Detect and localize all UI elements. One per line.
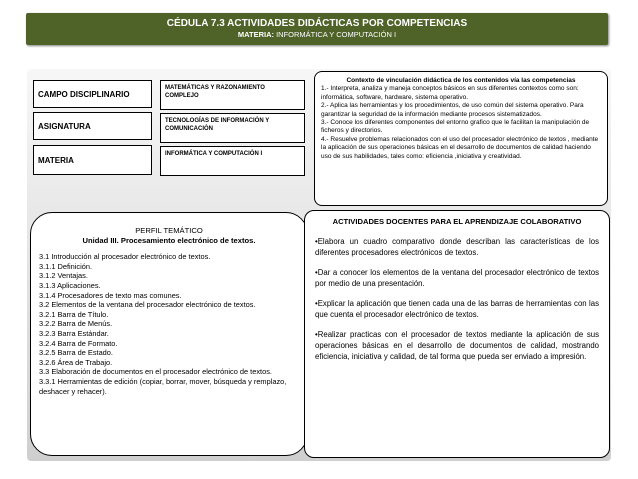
context-item: 1.- Interpreta, analiza y maneja conceptos básicos en sus diferentes contextos como son: informática, software, hardware, sistema operativo. [321,85,579,101]
perfil-subtitle: Unidad III. Procesamiento electrónico de textos. [82,235,256,245]
context-box [314,71,608,206]
context-title: Contexto de vinculación didáctica de los contenidos vía las competencias [346,77,576,84]
perfil-title: PERFIL TEMÁTICO [135,226,203,235]
asignatura-value: TECNOLOGÍAS DE INFORMACIÓN Y COMUNICACIÓN [165,118,270,132]
perfil-item: 3.1.1 Definición. [39,261,92,271]
perfil-item: 3.2 Elementos de la ventana del procesador electrónico de textos. [39,300,256,310]
perfil-item: 3.2.1 Barra de Título. [39,309,109,319]
header-materia-label: MATERIA: [237,30,274,39]
perfil-item: 3.3 Elaboración de documentos en el procesador electrónico de textos. [39,367,272,377]
actividad-item: •Dar a conocer los elementos de la ventana del procesador electrónico de textos por medio de una presentación. [315,268,599,288]
perfil-item: 3.1.4 Procesadores de texto mas comunes. [39,290,182,300]
perfil-item: 3.2.6 Área de Trabajo. [39,357,113,367]
context-item: 2.- Aplica las herramientas y los procedimientos, de uso común del sistema operativo. Para garantizar la seguridad de la información mediante procesos sistematizados. [321,102,584,118]
asignatura-value-box [160,113,305,143]
perfil-item: 3.1 Introducción al procesador electrónico de textos. [39,252,211,262]
cedula-title: CÉDULA 7.3 ACTIVIDADES DIDÁCTICAS POR COMPETENCIAS [166,18,468,29]
actividades-box [304,210,610,458]
campo-value-box [160,80,305,110]
perfil-item: 3.1.3 Aplicaciones. [39,280,101,290]
actividad-item: •Realizar practicas con el procesador de textos mediante la aplicación de sus operaciones básicas en el desarrollo de documentos de calidad, mostrando eficiencia, iniciativa y calidad, de tal forma que pueda ser enviado a impresión. [315,330,599,361]
asignatura-label: ASIGNATURA [38,121,91,131]
campo-label: CAMPO DISCIPLINARIO [38,89,130,99]
perfil-item: 3.2.5 Barra de Estado. [39,348,113,358]
context-item: 3.- Conoce los diferentes componentes del entorno grafico que le facilitan la manipulación de ficheros y directorios. [321,119,590,135]
materia-label: MATERIA [38,155,74,165]
actividades-title: ACTIVIDADES DOCENTES PARA EL APRENDIZAJE COLABORATIVO [332,217,582,226]
perfil-item: 3.2.4 Barra de Formato. [39,338,118,348]
cedula-header [26,13,608,45]
perfil-item: 3.1.2 Ventajas. [39,271,88,281]
perfil-item: 3.2.3 Barra Estándar. [39,328,109,338]
actividad-item: •Elabora un cuadro comparativo donde describan las características de los diferentes procesadores electrónicos de textos. [315,237,599,257]
campo-label-box [33,80,152,108]
materia-value: INFORMÁTICA Y COMPUTACIÓN I [165,151,263,157]
perfil-item: 3.2.2 Barra de Menús. [39,319,113,329]
materia-label-box [33,145,152,175]
perfil-tematico-box [30,212,308,456]
asignatura-label-box [33,112,152,140]
header-materia [26,30,608,40]
campo-value: MATEMÁTICAS Y RAZONAMIENTO COMPLEJO [165,85,265,99]
header-materia-value: INFORMÁTICA Y COMPUTACIÓN I [276,30,397,39]
actividad-item: •Explicar la aplicación que tienen cada una de las barras de herramientas con las que cuenta el procesador electrónico de textos. [315,299,599,319]
perfil-item: 3.3.1 Herramientas de edición (copiar, borrar, mover, búsqueda y remplazo, deshacer y rehacer). [39,376,287,396]
materia-value-box [160,146,305,176]
context-item: 4.- Resuelve problemas relacionados con el uso del procesador electrónico de textos , mediante la aplicación de sus operaciones básicas en el desarrollo de documentos de calidad haciendo uso de sus habilidades, tales como: eficiencia ,iniciativa y creatividad. [321,135,599,160]
